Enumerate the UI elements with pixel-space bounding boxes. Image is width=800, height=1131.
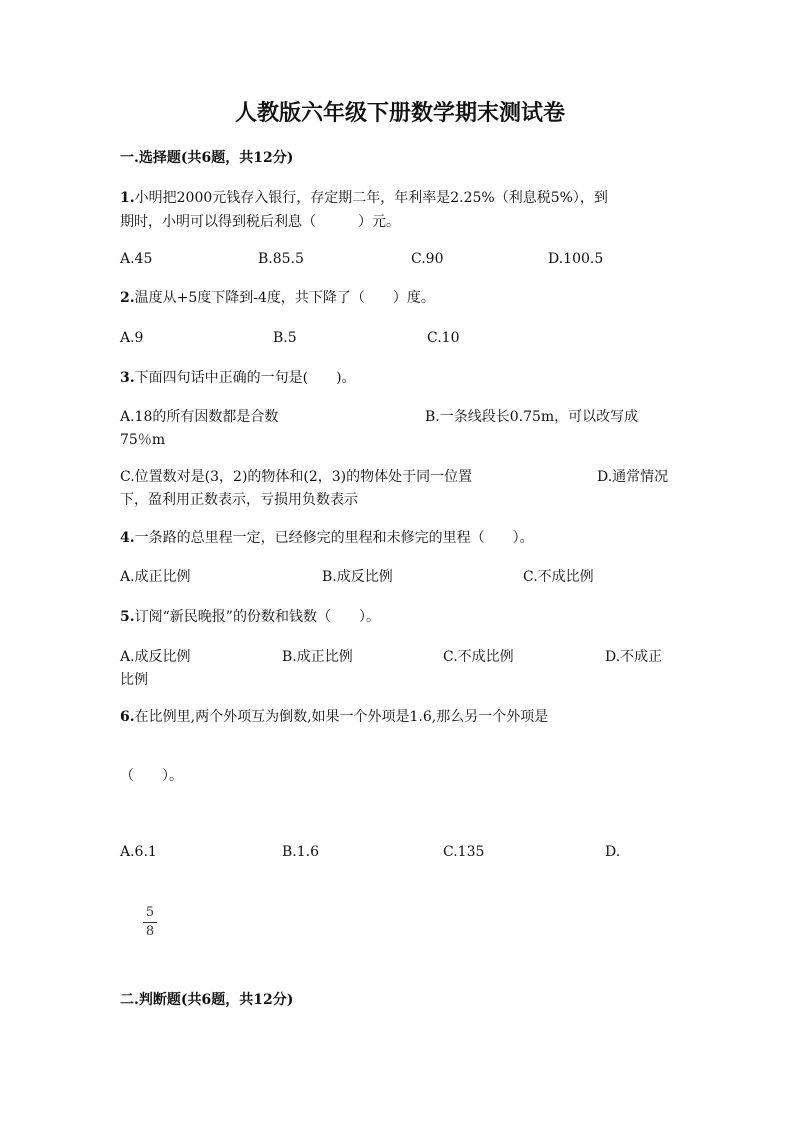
question-number: 2. bbox=[120, 290, 135, 306]
q3-option-b-line-2: 75％m bbox=[120, 432, 166, 448]
q5-option-d-line-2: 比例 bbox=[120, 672, 148, 688]
q3-option-a: A.18的所有因数都是合数 bbox=[120, 409, 279, 425]
q1-option-b: B.85.5 bbox=[258, 251, 304, 267]
question-number: 6. bbox=[120, 709, 135, 725]
question-6-line-2: （ ）。 bbox=[120, 768, 183, 784]
question-text: 小明把2000元钱存入银行，存定期二年，年利率是2.25%（利息税5%），到 bbox=[134, 190, 608, 206]
question-2 bbox=[120, 288, 435, 308]
q6-option-a: A.6.1 bbox=[120, 844, 157, 860]
q4-option-a: A.成正比例 bbox=[120, 569, 191, 585]
question-text: 温度从+5度下降到-4度，共下降了（ ）度。 bbox=[134, 290, 435, 306]
q6-option-d: D. bbox=[605, 844, 621, 860]
question-text: 下面四句话中正确的一句是( )。 bbox=[134, 370, 356, 386]
q5-option-b: B.成正比例 bbox=[282, 649, 353, 665]
question-number: 3. bbox=[120, 370, 135, 386]
question-3 bbox=[120, 368, 356, 388]
q3-option-d-line-1: D.通常情况 bbox=[597, 469, 669, 485]
question-6-line-1 bbox=[120, 707, 548, 727]
q2-option-b: B.5 bbox=[273, 330, 297, 346]
question-text: 订阅“新民晚报”的份数和钱数（ ）。 bbox=[134, 609, 380, 625]
question-number: 5. bbox=[120, 609, 135, 625]
q4-option-b: B.成反比例 bbox=[322, 569, 393, 585]
page-title: 人教版六年级下册数学期末测试卷 bbox=[234, 100, 565, 126]
question-number: 1. bbox=[120, 190, 135, 206]
q3-option-d-line-2: 下，盈利用正数表示，亏损用负数表示 bbox=[120, 492, 358, 508]
q1-option-d: D.100.5 bbox=[548, 251, 604, 267]
q2-option-a: A.9 bbox=[120, 330, 144, 346]
q4-option-c: C.不成比例 bbox=[523, 569, 594, 585]
fraction-bar bbox=[143, 922, 157, 923]
question-number: 4. bbox=[120, 530, 135, 546]
q6-option-b: B.1.6 bbox=[282, 844, 320, 860]
question-1-line-2: 期时，小明可以得到税后利息（ ）元。 bbox=[120, 214, 400, 230]
question-text: 一条路的总里程一定，已经修完的里程和未修完的里程（ ）。 bbox=[134, 530, 534, 546]
q6-option-c: C.135 bbox=[443, 844, 485, 860]
q2-option-c: C.10 bbox=[427, 330, 460, 346]
section-heading-choice: 一.选择题(共6题，共12分) bbox=[120, 150, 294, 166]
fraction-numerator: 5 bbox=[145, 905, 155, 920]
q5-option-a: A.成反比例 bbox=[120, 649, 191, 665]
q1-option-c: C.90 bbox=[411, 251, 444, 267]
q3-option-c: C.位置数对是(3，2)的物体和(2，3)的物体处于同一位置 bbox=[120, 469, 473, 485]
q6-option-d-fraction bbox=[143, 906, 157, 939]
q5-option-d-line-1: D.不成正 bbox=[605, 649, 663, 665]
section-heading-judgement: 二.判断题(共6题，共12分) bbox=[120, 992, 294, 1008]
fraction-denominator: 8 bbox=[145, 924, 155, 939]
question-4 bbox=[120, 528, 534, 548]
q3-option-b-line-1: B.一条线段长0.75m，可以改写成 bbox=[425, 409, 639, 425]
question-5 bbox=[120, 607, 380, 627]
question-1-line-1 bbox=[120, 188, 608, 208]
q5-option-c: C.不成比例 bbox=[443, 649, 514, 665]
question-text: 在比例里,两个外项互为倒数,如果一个外项是1.6,那么另一个外项是 bbox=[134, 709, 549, 725]
q1-option-a: A.45 bbox=[120, 251, 153, 267]
